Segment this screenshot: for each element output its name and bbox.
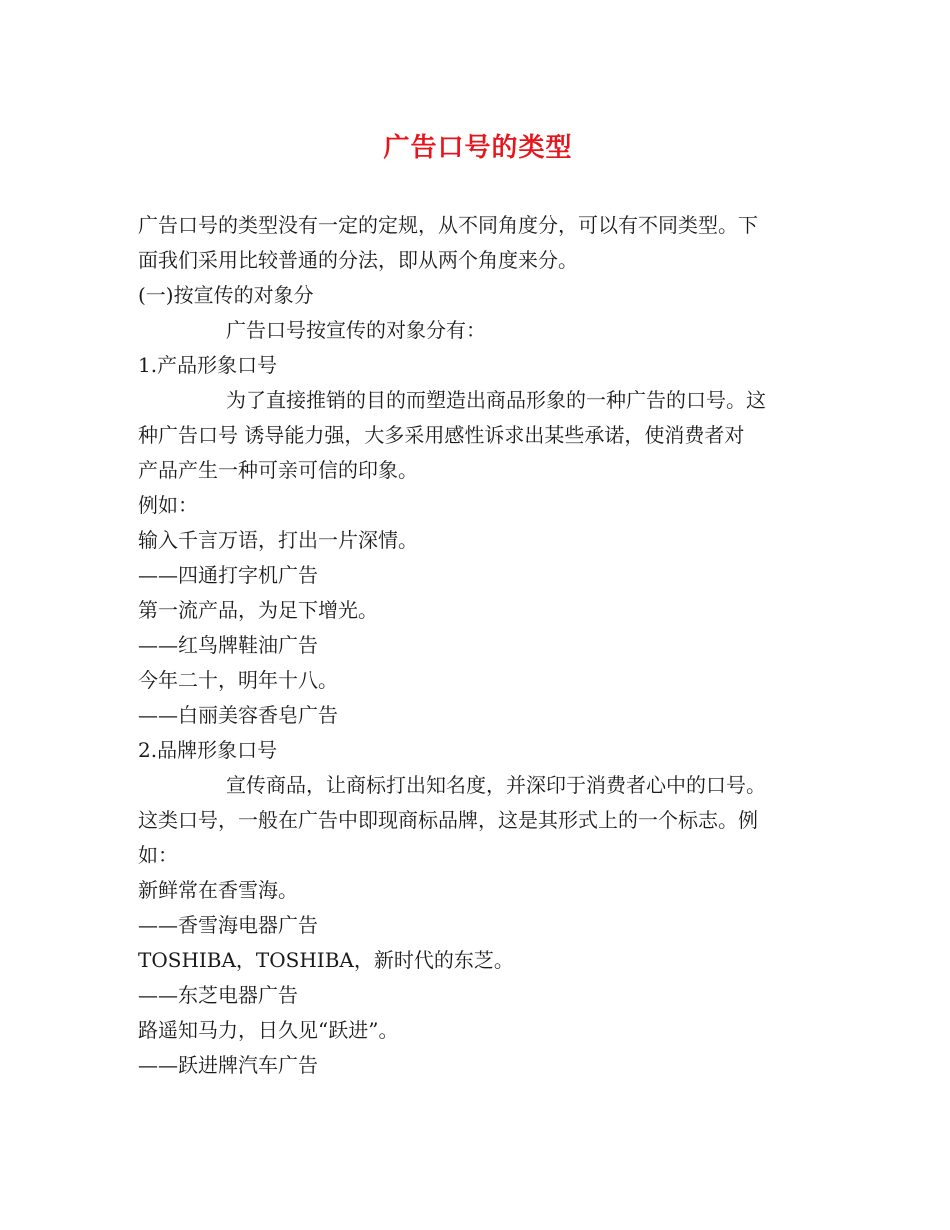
body-line: 这类口号，一般在广告中即现商标品牌，这是其形式上的一个标志。例 <box>138 808 758 832</box>
body-line: 如： <box>138 843 178 867</box>
document-title: 广告口号的类型 <box>383 133 573 163</box>
body-line: ——四通打字机广告 <box>138 563 318 587</box>
body-line: 为了直接推销的目的而塑造出商品形象的一种广告的口号。这 <box>226 388 766 412</box>
body-line: 今年二十，明年十八。 <box>138 668 338 692</box>
document-body <box>138 208 818 1083</box>
body-line: 输入千言万语，打出一片深情。 <box>138 528 418 552</box>
body-line: ——白丽美容香皂广告 <box>138 703 338 727</box>
body-line: 路遥知马力，日久见“跃进”。 <box>138 1018 399 1042</box>
body-line: ——红鸟牌鞋油广告 <box>138 633 318 657</box>
body-line: 1.产品形象口号 <box>138 353 278 377</box>
body-line: (一)按宣传的对象分 <box>138 283 314 307</box>
body-line: 新鲜常在香雪海。 <box>138 878 298 902</box>
body-line: 宣传商品，让商标打出知名度，并深印于消费者心中的口号。 <box>226 773 766 797</box>
body-line: ——东芝电器广告 <box>138 983 298 1007</box>
body-line: 广告口号按宣传的对象分有： <box>226 318 486 342</box>
body-line: 面我们采用比较普通的分法，即从两个角度来分。 <box>138 248 578 272</box>
body-line: 广告口号的类型没有一定的定规，从不同角度分，可以有不同类型。下 <box>138 213 758 237</box>
body-line: 第一流产品，为足下增光。 <box>138 598 378 622</box>
document-page <box>138 128 818 1083</box>
body-line: ——香雪海电器广告 <box>138 913 318 937</box>
body-line: ——跃进牌汽车广告 <box>138 1053 318 1077</box>
body-line: 例如： <box>138 493 198 517</box>
body-line: 种广告口号 诱导能力强，大多采用感性诉求出某些承诺，使消费者对 <box>138 423 745 447</box>
body-line: TOSHIBA，TOSHIBA，新时代的东芝。 <box>138 948 514 972</box>
body-line: 2.品牌形象口号 <box>138 738 278 762</box>
body-line: 产品产生一种可亲可信的印象。 <box>138 458 418 482</box>
